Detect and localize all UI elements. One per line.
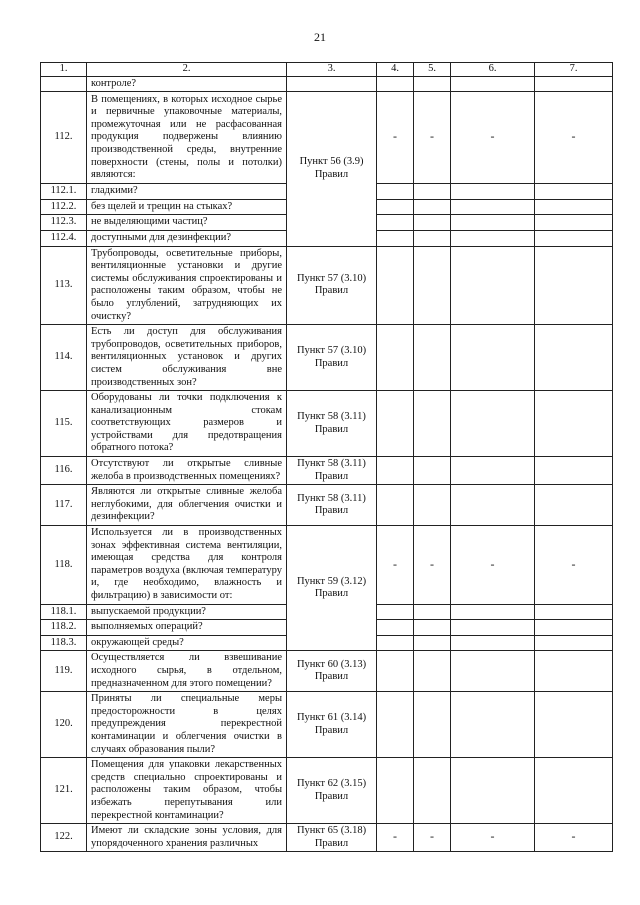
- row-question: гладкими?: [87, 184, 287, 200]
- mark-cell: [377, 758, 414, 824]
- row-question: выполняемых операций?: [87, 620, 287, 636]
- mark-cell: [377, 692, 414, 758]
- row-question: Помещения для упаковки лекарственных средств специально спроектированы и расположены таким образом, чтобы избежать перепутывания или перекрестной контаминации?: [87, 758, 287, 824]
- row-reference: Пункт 61 (3.14) Правил: [287, 692, 377, 758]
- mark-cell: [377, 215, 414, 231]
- row-question: без щелей и трещин на стыках?: [87, 199, 287, 215]
- row-number: [41, 76, 87, 92]
- dash-mark: -: [430, 829, 434, 844]
- row-question: не выделяющими частиц?: [87, 215, 287, 231]
- row-number: 112.1.: [41, 184, 87, 200]
- mark-cell: [535, 215, 613, 231]
- row-reference: Пункт 58 (3.11) Правил: [287, 485, 377, 526]
- header-cell-2: 2.: [87, 63, 287, 77]
- row-question: Трубопроводы, осветительные приборы, вентиляционные установки и другие системы обслуживания спроектированы и расположены таким образом, чтобы не было углублений, затрудняющих их очистку?: [87, 246, 287, 325]
- dash-mark: -: [571, 829, 576, 844]
- row-number: 122.: [41, 824, 87, 852]
- header-cell-1: 1.: [41, 63, 87, 77]
- table-row: [41, 76, 613, 92]
- mark-cell: [535, 651, 613, 692]
- mark-cell: [451, 246, 535, 325]
- mark-cell: [535, 758, 613, 824]
- row-number: 113.: [41, 246, 87, 325]
- dash-mark: -: [490, 556, 495, 571]
- mark-cell: [451, 457, 535, 485]
- row-question: Оборудованы ли точки подключения к канализационным стокам соответствующих размеров и устройствами для предотвращения обратного потока?: [87, 391, 287, 457]
- mark-cell: [451, 692, 535, 758]
- row-reference: Пункт 59 (3.12) Правил: [287, 526, 377, 651]
- mark-cell: [535, 184, 613, 200]
- mark-cell: [414, 199, 451, 215]
- header-cell-4: 4.: [377, 63, 414, 77]
- mark-cell: [377, 230, 414, 246]
- mark-cell: [414, 246, 451, 325]
- row-question: Приняты ли специальные меры предосторожности в целях предупреждения перекрестной контаминации и облегчения очистки в случаях образования пыли?: [87, 692, 287, 758]
- dash-mark: -: [430, 129, 434, 144]
- mark-cell: [414, 692, 451, 758]
- mark-cell: [535, 635, 613, 651]
- table-row: [41, 651, 613, 692]
- mark-cell: [451, 824, 535, 852]
- dash-mark: -: [393, 829, 397, 844]
- header-row: [41, 63, 613, 77]
- mark-cell: [377, 526, 414, 605]
- dash-mark: -: [490, 129, 495, 144]
- row-number: 115.: [41, 391, 87, 457]
- mark-cell: [451, 325, 535, 391]
- mark-cell: [377, 92, 414, 184]
- mark-cell: [451, 199, 535, 215]
- mark-cell: [377, 199, 414, 215]
- mark-cell: [535, 457, 613, 485]
- mark-cell: [414, 635, 451, 651]
- row-reference: [287, 76, 377, 92]
- mark-cell: [535, 76, 613, 92]
- row-reference: Пункт 57 (3.10) Правил: [287, 325, 377, 391]
- mark-cell: [535, 92, 613, 184]
- mark-cell: [414, 215, 451, 231]
- mark-cell: [451, 215, 535, 231]
- mark-cell: [414, 325, 451, 391]
- checklist-table: [40, 62, 613, 852]
- dash-mark: -: [393, 556, 397, 571]
- mark-cell: [414, 485, 451, 526]
- dash-mark: -: [571, 556, 576, 571]
- table-row: [41, 246, 613, 325]
- row-number: 118.1.: [41, 604, 87, 620]
- mark-cell: [535, 604, 613, 620]
- mark-cell: [535, 246, 613, 325]
- mark-cell: [414, 620, 451, 636]
- row-question: контроле?: [87, 76, 287, 92]
- header-cell-3: 3.: [287, 63, 377, 77]
- mark-cell: [414, 457, 451, 485]
- row-number: 112.3.: [41, 215, 87, 231]
- mark-cell: [535, 824, 613, 852]
- table-row: [41, 692, 613, 758]
- mark-cell: [451, 391, 535, 457]
- mark-cell: [414, 651, 451, 692]
- row-question: Являются ли открытые сливные желоба неглубокими, для облегчения очистки и дезинфекции?: [87, 485, 287, 526]
- mark-cell: [414, 604, 451, 620]
- table-row: [41, 526, 613, 605]
- row-number: 112.: [41, 92, 87, 184]
- mark-cell: [377, 635, 414, 651]
- mark-cell: [535, 199, 613, 215]
- row-reference: Пункт 57 (3.10) Правил: [287, 246, 377, 325]
- row-number: 116.: [41, 457, 87, 485]
- mark-cell: [451, 230, 535, 246]
- table-row: [41, 325, 613, 391]
- row-question: окружающей среды?: [87, 635, 287, 651]
- mark-cell: [377, 76, 414, 92]
- mark-cell: [414, 526, 451, 605]
- mark-cell: [451, 604, 535, 620]
- mark-cell: [451, 635, 535, 651]
- table-row: [41, 824, 613, 852]
- mark-cell: [451, 651, 535, 692]
- mark-cell: [451, 758, 535, 824]
- dash-mark: -: [490, 829, 495, 844]
- row-number: 121.: [41, 758, 87, 824]
- mark-cell: [377, 184, 414, 200]
- row-number: 112.2.: [41, 199, 87, 215]
- row-reference: Пункт 58 (3.11) Правил: [287, 391, 377, 457]
- mark-cell: [535, 620, 613, 636]
- row-reference: Пункт 65 (3.18) Правил: [287, 824, 377, 852]
- dash-mark: -: [430, 556, 434, 571]
- dash-mark: -: [571, 129, 576, 144]
- row-number: 112.4.: [41, 230, 87, 246]
- mark-cell: [377, 391, 414, 457]
- mark-cell: [377, 325, 414, 391]
- mark-cell: [451, 184, 535, 200]
- table-row: [41, 391, 613, 457]
- mark-cell: [377, 604, 414, 620]
- row-reference: Пункт 58 (3.11) Правил: [287, 457, 377, 485]
- row-number: 118.3.: [41, 635, 87, 651]
- mark-cell: [535, 526, 613, 605]
- mark-cell: [414, 92, 451, 184]
- mark-cell: [414, 184, 451, 200]
- row-number: 118.2.: [41, 620, 87, 636]
- row-reference: Пункт 60 (3.13) Правил: [287, 651, 377, 692]
- mark-cell: [535, 325, 613, 391]
- row-reference: Пункт 56 (3.9) Правил: [287, 92, 377, 246]
- mark-cell: [377, 620, 414, 636]
- mark-cell: [414, 76, 451, 92]
- mark-cell: [414, 391, 451, 457]
- mark-cell: [377, 457, 414, 485]
- mark-cell: [535, 485, 613, 526]
- mark-cell: [377, 246, 414, 325]
- mark-cell: [377, 651, 414, 692]
- header-cell-5: 5.: [414, 63, 451, 77]
- mark-cell: [535, 391, 613, 457]
- mark-cell: [414, 230, 451, 246]
- mark-cell: [535, 692, 613, 758]
- row-number: 117.: [41, 485, 87, 526]
- row-question: В помещениях, в которых исходное сырье и первичные упаковочные материалы, промежуточная или не расфасованная продукция подвержены влиянию производственной среды, внутренние поверхности (стены, полы и потолки) являются:: [87, 92, 287, 184]
- row-number: 119.: [41, 651, 87, 692]
- row-question: Отсутствуют ли открытые сливные желоба в производственных помещениях?: [87, 457, 287, 485]
- row-number: 114.: [41, 325, 87, 391]
- mark-cell: [451, 92, 535, 184]
- row-question: Имеют ли складские зоны условия, для упорядоченного хранения различных: [87, 824, 287, 852]
- dash-mark: -: [393, 129, 397, 144]
- mark-cell: [414, 824, 451, 852]
- table-row: [41, 758, 613, 824]
- row-question: Осуществляется ли взвешивание исходного сырья, в отдельном, предназначенном для этого помещении?: [87, 651, 287, 692]
- header-cell-6: 6.: [451, 63, 535, 77]
- table-row: [41, 485, 613, 526]
- mark-cell: [377, 485, 414, 526]
- row-question: Есть ли доступ для обслуживания трубопроводов, осветительных приборов, вентиляционных установок и других систем обслуживания вне производственных зон?: [87, 325, 287, 391]
- mark-cell: [414, 758, 451, 824]
- row-question: Используется ли в производственных зонах эффективная система вентиляции, имеющая средства для контроля параметров воздуха (включая температуру и, где необходимо, влажность и фильтрацию) в зависимости от:: [87, 526, 287, 605]
- mark-cell: [451, 526, 535, 605]
- row-question: выпускаемой продукции?: [87, 604, 287, 620]
- mark-cell: [377, 824, 414, 852]
- mark-cell: [451, 76, 535, 92]
- header-cell-7: 7.: [535, 63, 613, 77]
- mark-cell: [451, 620, 535, 636]
- row-number: 118.: [41, 526, 87, 605]
- page-number: 21: [314, 30, 326, 44]
- row-reference: Пункт 62 (3.15) Правил: [287, 758, 377, 824]
- table-row: [41, 92, 613, 184]
- row-number: 120.: [41, 692, 87, 758]
- mark-cell: [451, 485, 535, 526]
- row-question: доступными для дезинфекции?: [87, 230, 287, 246]
- table-row: [41, 457, 613, 485]
- mark-cell: [535, 230, 613, 246]
